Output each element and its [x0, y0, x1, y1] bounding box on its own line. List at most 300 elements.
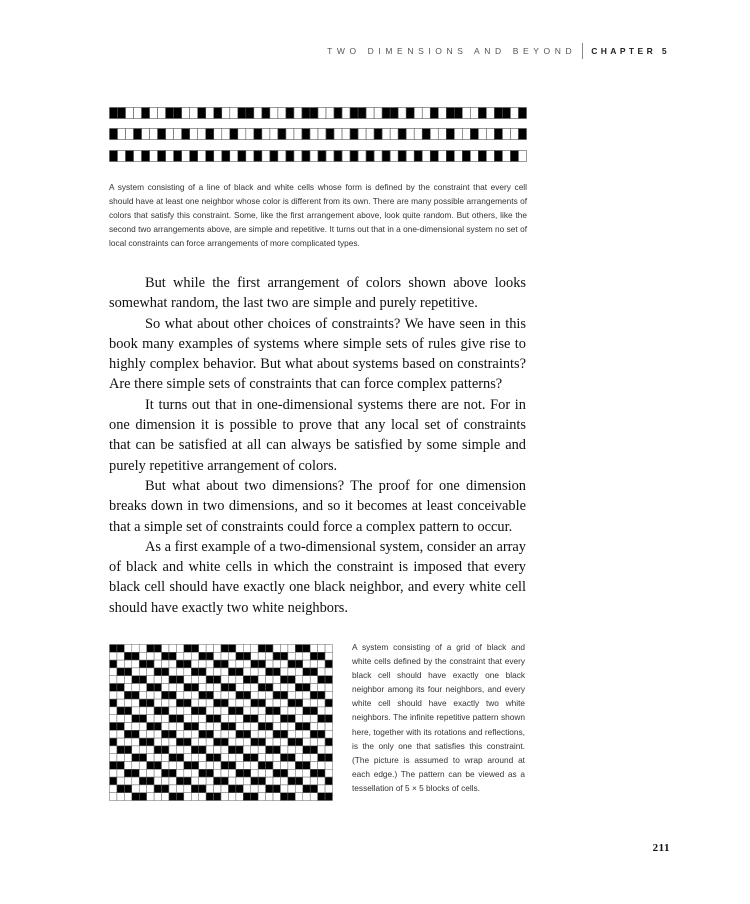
grid-cell [117, 738, 124, 746]
strip-cell [118, 108, 126, 119]
strip-cell [262, 108, 270, 119]
strip-cell [350, 108, 358, 119]
grid-cell [228, 777, 235, 785]
grid-cell [184, 645, 191, 653]
grid-cell [117, 777, 124, 785]
grid-cell [154, 715, 161, 723]
strip-cell [414, 108, 422, 119]
strip-cell [222, 108, 230, 119]
strip-cell [494, 108, 502, 119]
grid-cell [214, 684, 221, 692]
grid-cell [266, 785, 273, 793]
grid-cell [117, 762, 124, 770]
grid-cell [124, 762, 131, 770]
grid-cell [176, 691, 183, 699]
grid-cell [228, 738, 235, 746]
grid-cell [139, 785, 146, 793]
grid-cell [147, 668, 154, 676]
grid-cell [169, 684, 176, 692]
grid-cell [325, 746, 332, 754]
grid-cell [124, 730, 131, 738]
grid-cell [221, 793, 228, 801]
grid-cell [191, 785, 198, 793]
strip-cell [318, 129, 326, 140]
grid-cell [117, 676, 124, 684]
grid-cell [251, 684, 258, 692]
grid-cell [273, 645, 280, 653]
grid-cell [169, 691, 176, 699]
grid-cell [221, 715, 228, 723]
grid-cell [176, 715, 183, 723]
grid-cell [191, 691, 198, 699]
grid-cell [184, 723, 191, 731]
grid-cell [303, 738, 310, 746]
strip-cell [110, 108, 118, 119]
grid-cell [206, 762, 213, 770]
grid-cell [243, 746, 250, 754]
section-title: TWO DIMENSIONS AND BEYOND [327, 46, 577, 56]
grid-cell [243, 676, 250, 684]
grid-cell [169, 746, 176, 754]
grid-cell [124, 652, 131, 660]
grid-cell [110, 691, 117, 699]
strip-cell [462, 108, 470, 119]
grid-cell [280, 652, 287, 660]
grid-cell [147, 730, 154, 738]
grid-cell [206, 645, 213, 653]
grid-cell [325, 769, 332, 777]
grid-cell [243, 754, 250, 762]
grid-cell [280, 746, 287, 754]
grid-cell [251, 645, 258, 653]
grid-cell [184, 793, 191, 801]
grid-cell [147, 699, 154, 707]
grid-cell [124, 785, 131, 793]
grid-cell [176, 738, 183, 746]
strip-cell [326, 108, 334, 119]
paragraph-4: But what about two dimensions? The proof for one dimension breaks down in two dimensions, and so it becomes at least conceivable that a simple set of constraints could force a complex pattern to occur. [109, 477, 526, 535]
grid-cell [295, 754, 302, 762]
grid-cell [295, 707, 302, 715]
grid-cell [147, 746, 154, 754]
grid-cell [176, 652, 183, 660]
grid-cell [199, 660, 206, 668]
grid-cell [191, 684, 198, 692]
grid-cell [199, 715, 206, 723]
grid-cell [199, 668, 206, 676]
grid-cell [236, 645, 243, 653]
grid-cell [117, 660, 124, 668]
grid-cell [147, 676, 154, 684]
grid-cell [251, 730, 258, 738]
grid-cell [191, 676, 198, 684]
strip-cell [326, 129, 334, 140]
strip-cell [438, 129, 446, 140]
grid-cell [169, 660, 176, 668]
grid-cell [251, 660, 258, 668]
grid-cell [199, 676, 206, 684]
grid-cell [251, 746, 258, 754]
strip-cell [278, 129, 286, 140]
grid-cell [228, 723, 235, 731]
grid-cell [295, 699, 302, 707]
grid-cell [191, 723, 198, 731]
grid-cell [310, 707, 317, 715]
strip-cell [182, 151, 190, 162]
grid-cell [228, 746, 235, 754]
grid-cell [295, 769, 302, 777]
body-text [109, 273, 526, 618]
grid-cell [154, 785, 161, 793]
grid-cell [258, 785, 265, 793]
grid-cell [110, 730, 117, 738]
strip-cell [358, 151, 366, 162]
grid-cell [280, 754, 287, 762]
grid-cell [236, 769, 243, 777]
grid-cell [325, 645, 332, 653]
grid-cell [288, 668, 295, 676]
grid-cell [124, 777, 131, 785]
grid-cell [236, 699, 243, 707]
grid-cell [236, 762, 243, 770]
strip-cell [118, 151, 126, 162]
grid-cell [154, 738, 161, 746]
strip-cell [174, 108, 182, 119]
grid-cell [139, 668, 146, 676]
grid-cell [214, 738, 221, 746]
grid-cell [221, 699, 228, 707]
figure-2-caption: A system consisting of a grid of black and white cells defined by the constraint that every black cell should have exactly one black neighbor among its four neighbors, and every white cell should have exactly two white neighbors. The infinite repetitive pattern shown here, together with its rotations and reflections, is the only one that satisfies this constraint. (The picture is assumed to wrap around at each edge.) The pattern can be viewed as a tessellation of 5 × 5 blocks of cells. [352, 642, 525, 793]
grid-cell [251, 652, 258, 660]
grid-cell [169, 793, 176, 801]
grid-cell [132, 691, 139, 699]
grid-cell [132, 660, 139, 668]
grid-cell [295, 762, 302, 770]
grid-cell [110, 707, 117, 715]
grid-cell [325, 777, 332, 785]
strip-cell [326, 151, 334, 162]
strip-cell [462, 151, 470, 162]
grid-cell [310, 676, 317, 684]
grid-cell [169, 785, 176, 793]
grid-cell [325, 707, 332, 715]
grid-cell [162, 715, 169, 723]
grid-cell [251, 707, 258, 715]
grid-cell [154, 754, 161, 762]
grid-cell [310, 645, 317, 653]
grid-cell [199, 699, 206, 707]
grid-cell [325, 762, 332, 770]
grid-cell [184, 754, 191, 762]
grid-cell [295, 684, 302, 692]
grid-cell [273, 746, 280, 754]
strip-cell [166, 129, 174, 140]
strip-cell [470, 129, 478, 140]
strip-cell [462, 129, 470, 140]
grid-cell [199, 652, 206, 660]
paragraph-2: So what about other choices of constraints? We have seen in this book many examples of systems where simple sets of rules give rise to highly complex behavior. But what about systems based on constraints? Are there simple sets of constraints that can force complex patterns? [109, 315, 526, 393]
grid-cell [251, 676, 258, 684]
grid-cell [303, 762, 310, 770]
grid-cell [295, 652, 302, 660]
grid-cell [221, 730, 228, 738]
grid-cell [132, 793, 139, 801]
grid-cell [139, 707, 146, 715]
grid-cell [191, 738, 198, 746]
grid-cell [184, 676, 191, 684]
grid-cell [191, 730, 198, 738]
grid-cell [273, 668, 280, 676]
grid-cell [214, 777, 221, 785]
grid-cell [325, 754, 332, 762]
grid-cell [206, 738, 213, 746]
grid-cell [288, 715, 295, 723]
grid-cell [280, 684, 287, 692]
header-divider [582, 43, 583, 59]
grid-cell [162, 723, 169, 731]
grid-cell [273, 723, 280, 731]
strip-cell [502, 151, 510, 162]
grid-cell [295, 668, 302, 676]
grid-cell [258, 684, 265, 692]
grid-cell [169, 668, 176, 676]
grid-cell [124, 668, 131, 676]
grid-cell [221, 785, 228, 793]
strip-cell [350, 151, 358, 162]
grid-cell [110, 769, 117, 777]
strip-cell [230, 129, 238, 140]
grid-cell [117, 645, 124, 653]
strip-cell [342, 108, 350, 119]
grid-cell [243, 699, 250, 707]
grid-cell [310, 785, 317, 793]
grid-cell [236, 754, 243, 762]
grid-cell [221, 645, 228, 653]
strip-cell [246, 151, 254, 162]
grid-cell [236, 684, 243, 692]
strip-cell [166, 151, 174, 162]
grid-cell [266, 699, 273, 707]
grid-cell [199, 684, 206, 692]
grid-cell [214, 660, 221, 668]
strip-cell [422, 108, 430, 119]
grid-cell [288, 652, 295, 660]
grid-cell [228, 762, 235, 770]
strip-cell [510, 108, 518, 119]
strip-cell [478, 151, 486, 162]
grid-cell [303, 730, 310, 738]
grid-cell [303, 785, 310, 793]
grid-cell [162, 699, 169, 707]
strip-cell [406, 151, 414, 162]
grid-cell [288, 691, 295, 699]
grid-cell [169, 645, 176, 653]
grid-cell [310, 668, 317, 676]
grid-cell [303, 723, 310, 731]
grid-cell [132, 723, 139, 731]
grid-cell [236, 652, 243, 660]
grid-cell [251, 793, 258, 801]
strip-cell [382, 151, 390, 162]
grid-cell [191, 762, 198, 770]
strip-cell [486, 129, 494, 140]
grid-cell [280, 645, 287, 653]
grid-cell [110, 715, 117, 723]
grid-cell [147, 738, 154, 746]
grid-cell [162, 769, 169, 777]
grid-cell [318, 676, 325, 684]
grid-cell [258, 707, 265, 715]
grid-cell [206, 730, 213, 738]
grid-cell [288, 676, 295, 684]
strip-cell [222, 129, 230, 140]
grid-cell [318, 777, 325, 785]
grid-cell [162, 785, 169, 793]
grid-cell [318, 707, 325, 715]
strip-cell [366, 129, 374, 140]
grid-cell [139, 746, 146, 754]
grid-cell [139, 769, 146, 777]
strip-cell [342, 151, 350, 162]
strip-cell [454, 151, 462, 162]
grid-cell [154, 645, 161, 653]
grid-cell [288, 730, 295, 738]
grid-cell [310, 777, 317, 785]
grid-cell [318, 668, 325, 676]
grid-cell [214, 699, 221, 707]
grid-cell [303, 691, 310, 699]
grid-cell [147, 762, 154, 770]
grid-cell [273, 762, 280, 770]
grid-cell [184, 769, 191, 777]
grid-cell [258, 730, 265, 738]
grid-cell [191, 746, 198, 754]
grid-cell [169, 699, 176, 707]
grid-cell [132, 645, 139, 653]
grid-cell [280, 660, 287, 668]
grid-cell [184, 668, 191, 676]
grid-cell [273, 785, 280, 793]
grid-cell [310, 754, 317, 762]
grid-cell [162, 777, 169, 785]
strip-cell [422, 151, 430, 162]
grid-cell [124, 769, 131, 777]
grid-cell [199, 738, 206, 746]
chapter-label: CHAPTER 5 [591, 46, 670, 56]
grid-cell [310, 730, 317, 738]
grid-cell [199, 707, 206, 715]
grid-cell [310, 762, 317, 770]
grid-cell [228, 769, 235, 777]
grid-cell [318, 762, 325, 770]
grid-cell [199, 746, 206, 754]
grid-cell [162, 762, 169, 770]
strip-cell [158, 151, 166, 162]
grid-cell [184, 715, 191, 723]
grid-cell [303, 699, 310, 707]
grid-cell [318, 793, 325, 801]
grid-cell [176, 777, 183, 785]
grid-cell [295, 715, 302, 723]
grid-cell [228, 676, 235, 684]
strip-cell [150, 108, 158, 119]
grid-cell [191, 777, 198, 785]
grid-cell [228, 684, 235, 692]
grid-cell [110, 660, 117, 668]
strip-cell [142, 108, 150, 119]
strip-cell [294, 151, 302, 162]
grid-cell [228, 691, 235, 699]
grid-cell [251, 715, 258, 723]
grid-cell [117, 699, 124, 707]
grid-cell [325, 785, 332, 793]
cell-strip-3 [109, 150, 527, 162]
grid-cell [110, 676, 117, 684]
grid-cell [310, 699, 317, 707]
grid-cell [251, 691, 258, 699]
grid-cell [258, 699, 265, 707]
grid-cell [169, 777, 176, 785]
grid-cell [251, 738, 258, 746]
grid-cell [251, 668, 258, 676]
grid-cell [124, 738, 131, 746]
grid-cell [221, 777, 228, 785]
grid-cell [258, 793, 265, 801]
grid-cell [117, 754, 124, 762]
strip-cell [374, 108, 382, 119]
grid-cell [184, 738, 191, 746]
grid-cell [139, 684, 146, 692]
strip-cell [198, 108, 206, 119]
grid-cell [154, 684, 161, 692]
grid-cell [303, 754, 310, 762]
grid-cell [273, 754, 280, 762]
grid-cell [110, 746, 117, 754]
grid-cell [154, 746, 161, 754]
grid-cell [139, 793, 146, 801]
grid-cell [206, 699, 213, 707]
grid-cell [206, 785, 213, 793]
grid-cell [162, 684, 169, 692]
strip-cell [430, 108, 438, 119]
grid-cell [295, 676, 302, 684]
grid-cell [258, 645, 265, 653]
grid-cell [221, 691, 228, 699]
grid-cell [221, 754, 228, 762]
grid-cell [295, 793, 302, 801]
grid-cell [154, 723, 161, 731]
strip-cell [318, 151, 326, 162]
grid-cell [258, 652, 265, 660]
grid-cell [206, 715, 213, 723]
grid-cell [124, 707, 131, 715]
grid-cell [117, 730, 124, 738]
strip-cell [158, 129, 166, 140]
grid-cell [251, 723, 258, 731]
grid-cell [132, 785, 139, 793]
grid-cell [162, 645, 169, 653]
strip-cell [398, 151, 406, 162]
strip-cell [174, 129, 182, 140]
grid-cell [176, 668, 183, 676]
grid-cell [110, 785, 117, 793]
grid-cell [258, 754, 265, 762]
strip-cell [126, 151, 134, 162]
strip-cell [438, 108, 446, 119]
grid-cell [303, 793, 310, 801]
grid-cell [124, 754, 131, 762]
strip-cell [182, 129, 190, 140]
